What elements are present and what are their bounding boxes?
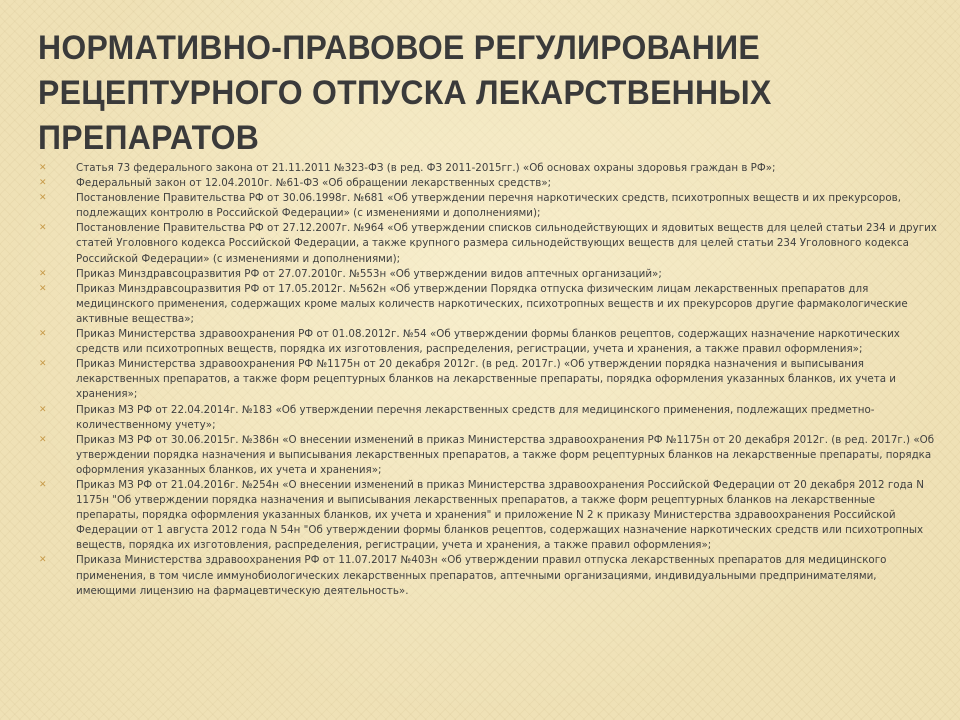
bullet-icon: ✕: [39, 479, 47, 490]
bullet-icon: ✕: [39, 268, 47, 279]
list-item: [38, 478, 938, 553]
list-item-text: Статья 73 федерального закона от 21.11.2011 №323-ФЗ (в ред. ФЗ 2011-2015гг.) «Об основах охраны здоровья граждан в РФ»;: [76, 162, 776, 174]
list-item: [38, 403, 938, 433]
list-item: [38, 176, 938, 191]
legal-acts-list: [38, 161, 938, 599]
bullet-icon: ✕: [39, 223, 47, 234]
list-item-text: Приказ МЗ РФ от 30.06.2015г. №386н «О внесении изменений в приказ Министерства здравоохранения РФ №1175н от 20 декабря 2012г. (в ред. 2017г.) «Об утверждении порядка назначения и выписывания лекарственных препаратов, а также форм рецептурных бланков на лекарственные препараты, порядка оформления указанных бланков, их учета и хранения»;: [76, 433, 935, 476]
list-item-text: Приказ МЗ РФ от 22.04.2014г. №183 «Об утверждении перечня лекарственных средств для медицинского применения, подлежащих предметно-количественному учету»;: [76, 403, 875, 431]
list-item: [38, 161, 938, 176]
list-item: [38, 221, 938, 266]
bullet-icon: ✕: [39, 359, 47, 370]
bullet-icon: ✕: [39, 193, 47, 204]
list-item: [38, 433, 938, 478]
list-item-text: Приказ Министерства здравоохранения РФ №1175н от 20 декабря 2012г. (в ред. 2017г.) «Об утверждении порядка назначения и выписывания лекарственных препаратов, а также форм рецептурных бланков на лекарственные препараты, порядка оформления указанных бланков, их учета и хранения»;: [76, 358, 896, 401]
list-item: [38, 267, 938, 282]
list-item-text: Приказ МЗ РФ от 21.04.2016г. №254н «О внесении изменений в приказ Министерства здравоохранения Российской Федерации от 20 декабря 2012 года N 1175н "Об утверждении порядка назначения и выписывания лекарственных препаратов, а также форм рецептурных бланков на лекарственные препараты, порядка оформления указанных бланков, их учета и хранения" и приложение N 2 к приказу Министерства здравоохранения Российской Федерации от 1 августа 2012 года N 54н "Об утверждении формы бланков рецептов, содержащих назначение наркотических средств или психотропных веществ, порядка их изготовления, распределения, регистрации, учета и хранения, а также правил оформления»;: [76, 478, 924, 552]
list-item: [38, 327, 938, 357]
list-item-text: Приказа Министерства здравоохранения РФ от 11.07.2017 №403н «Об утверждении правил отпуска лекарственных препаратов для медицинского применения, в том числе иммунобиологических лекарственных препаратов, аптечными организациями, индивидуальными предпринимателями, имеющими лицензию на фармацевтическую деятельность».: [76, 554, 887, 597]
title-line: НОРМАТИВНО-ПРАВОВОЕ РЕГУЛИРОВАНИЕ: [38, 29, 760, 67]
slide-title: [38, 26, 918, 161]
bullet-icon: ✕: [39, 434, 47, 445]
list-item-text: Приказ Минздравсоцразвития РФ от 17.05.2012г. №562н «Об утверждении Порядка отпуска физическим лицам лекарственных препаратов для медицинского применения, содержащих кроме малых количеств наркотических, психотропных веществ и их прекурсоров другие фармакологические активные вещества»;: [76, 282, 908, 325]
bullet-icon: ✕: [39, 283, 47, 294]
list-item-text: Приказ Минздравсоцразвития РФ от 27.07.2010г. №553н «Об утверждении видов аптечных организаций»;: [76, 267, 662, 280]
title-line: РЕЦЕПТУРНОГО ОТПУСКА ЛЕКАРСТВЕННЫХ: [38, 74, 772, 112]
list-item: [38, 191, 938, 221]
bullet-icon: ✕: [39, 404, 47, 415]
list-item-text: Постановление Правительства РФ от 30.06.1998г. №681 «Об утверждении перечня наркотических средств, психотропных веществ и их прекурсоров, подлежащих контролю в Российской Федерации» (с изменениями и дополнениями);: [76, 192, 901, 220]
list-item-text: Постановление Правительства РФ от 27.12.2007г. №964 «Об утверждении списков сильнодействующих и ядовитых веществ для целей статьи 234 и других статей Уголовного кодекса Российской Федерации, а также крупного размера сильнодействующих веществ для целей статьи 234 Уголовного кодекса Российской Федерации» (с изменениями и дополнениями);: [76, 222, 937, 265]
bullet-icon: ✕: [39, 163, 47, 173]
list-item-text: Федеральный закон от 12.04.2010г. №61-ФЗ «Об обращении лекарственных средств»;: [76, 177, 552, 190]
bullet-icon: ✕: [39, 178, 47, 189]
list-item: [38, 553, 938, 598]
bullet-icon: ✕: [39, 555, 47, 566]
bullet-icon: ✕: [39, 329, 47, 340]
list-item-text: Приказ Министерства здравоохранения РФ от 01.08.2012г. №54 «Об утверждении формы бланков рецептов, содержащих назначение наркотических средств или психотропных веществ, порядка их изготовления, распределения, регистрации, учета и хранения, а также правил оформления»;: [76, 328, 900, 356]
title-line: ПРЕПАРАТОВ: [38, 119, 260, 157]
list-item: [38, 357, 938, 402]
list-item: [38, 282, 938, 327]
